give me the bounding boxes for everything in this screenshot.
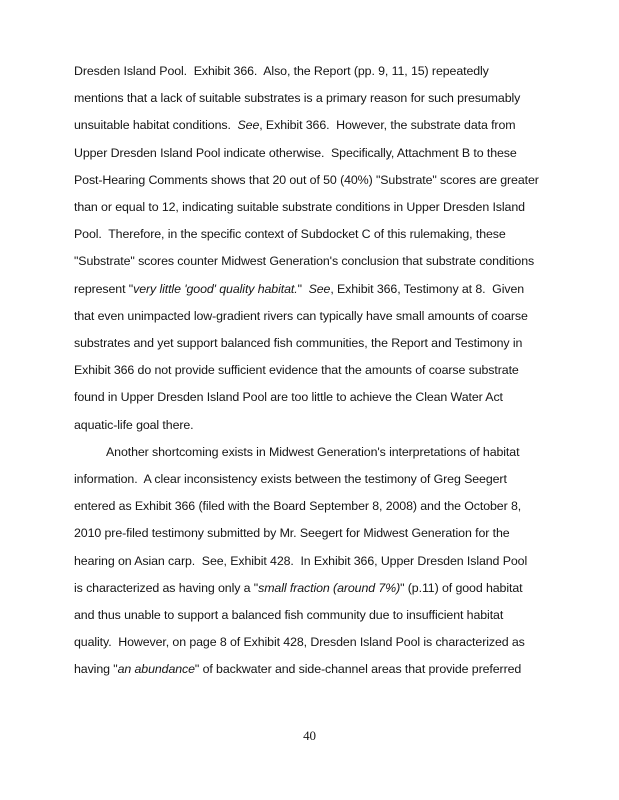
text-line bbox=[74, 362, 540, 378]
text-line bbox=[74, 417, 540, 433]
text-run: aquatic-life goal there. bbox=[74, 417, 194, 432]
text-line bbox=[74, 498, 540, 514]
text-run: 2010 pre-filed testimony submitted by Mr. Seegert for Midwest Generation for the bbox=[74, 526, 510, 541]
italic-text: See bbox=[237, 118, 260, 133]
text-line bbox=[74, 90, 540, 106]
italic-text: See bbox=[308, 281, 331, 296]
page-number: 40 bbox=[303, 728, 316, 743]
italic-text: small fraction (around 7%) bbox=[258, 580, 401, 595]
text-line bbox=[74, 199, 540, 215]
text-run: unsuitable habitat conditions. bbox=[74, 118, 238, 133]
text-line bbox=[106, 444, 540, 460]
text-line bbox=[74, 226, 540, 242]
text-run: " bbox=[297, 281, 309, 296]
text-line bbox=[74, 63, 540, 79]
text-run: substrates and yet support balanced fish communities, the Report and Testimony in bbox=[74, 336, 523, 350]
text-line bbox=[74, 117, 540, 133]
text-run: quality. However, on page 8 of Exhibit 428, Dresden Island Pool is characterized as bbox=[74, 635, 525, 650]
text-line bbox=[74, 335, 540, 351]
text-run: than or equal to 12, indicating suitable substrate conditions in Upper Dresden Island bbox=[74, 200, 525, 214]
text-line bbox=[74, 281, 540, 297]
text-run: " (p.11) of good habitat bbox=[400, 580, 523, 595]
text-run: represent " bbox=[74, 281, 134, 296]
italic-text: very little 'good' quality habitat. bbox=[133, 281, 298, 296]
text-run: hearing on Asian carp. See, Exhibit 428. In Exhibit 366, Upper Dresden Island Pool bbox=[74, 553, 528, 568]
text-run: information. A clear inconsistency exists between the testimony of Greg Seegert bbox=[74, 472, 507, 486]
text-run: having " bbox=[74, 662, 118, 677]
text-line bbox=[74, 145, 540, 161]
text-run: , Exhibit 366, Testimony at 8. Given bbox=[330, 281, 525, 296]
text-line bbox=[74, 172, 540, 188]
text-run: Post-Hearing Comments shows that 20 out of 50 (40%) "Substrate" scores are greater bbox=[74, 172, 539, 187]
text-run: that even unimpacted low-gradient rivers can typically have small amounts of coarse bbox=[74, 308, 528, 323]
text-run: mentions that a lack of suitable substrates is a primary reason for such presumably bbox=[74, 91, 521, 106]
text-line bbox=[74, 661, 540, 677]
text-run: Another shortcoming exists in Midwest Generation's interpretations of habitat bbox=[106, 444, 520, 459]
text-run: Upper Dresden Island Pool indicate otherwise. Specifically, Attachment B to these bbox=[74, 145, 517, 160]
text-run: entered as Exhibit 366 (filed with the Board September 8, 2008) and the October 8, bbox=[74, 499, 522, 514]
text-line bbox=[74, 634, 540, 650]
text-line bbox=[74, 553, 540, 569]
text-run: and thus unable to support a balanced fish community due to insufficient habitat bbox=[74, 608, 504, 622]
text-run: , Exhibit 366. However, the substrate data from bbox=[259, 118, 516, 133]
text-run: found in Upper Dresden Island Pool are too little to achieve the Clean Water Act bbox=[74, 390, 503, 405]
text-line bbox=[74, 525, 540, 541]
text-run: Dresden Island Pool. Exhibit 366. Also, the Report (pp. 9, 11, 15) repeatedly bbox=[74, 64, 489, 78]
text-line bbox=[74, 253, 540, 269]
italic-text: an abundance bbox=[117, 662, 195, 677]
text-run: Exhibit 366 do not provide sufficient evidence that the amounts of coarse substrate bbox=[74, 363, 519, 378]
text-line bbox=[74, 389, 540, 405]
text-line bbox=[74, 607, 540, 623]
text-line bbox=[74, 580, 540, 596]
text-run: "Substrate" scores counter Midwest Generation's conclusion that substrate conditions bbox=[74, 254, 535, 269]
text-run: Pool. Therefore, in the specific context of Subdocket C of this rulemaking, these bbox=[74, 227, 506, 242]
text-line bbox=[74, 308, 540, 324]
text-run: is characterized as having only a " bbox=[74, 580, 259, 595]
text-line bbox=[74, 471, 540, 487]
text-run: " of backwater and side-channel areas that provide preferred bbox=[194, 662, 522, 677]
